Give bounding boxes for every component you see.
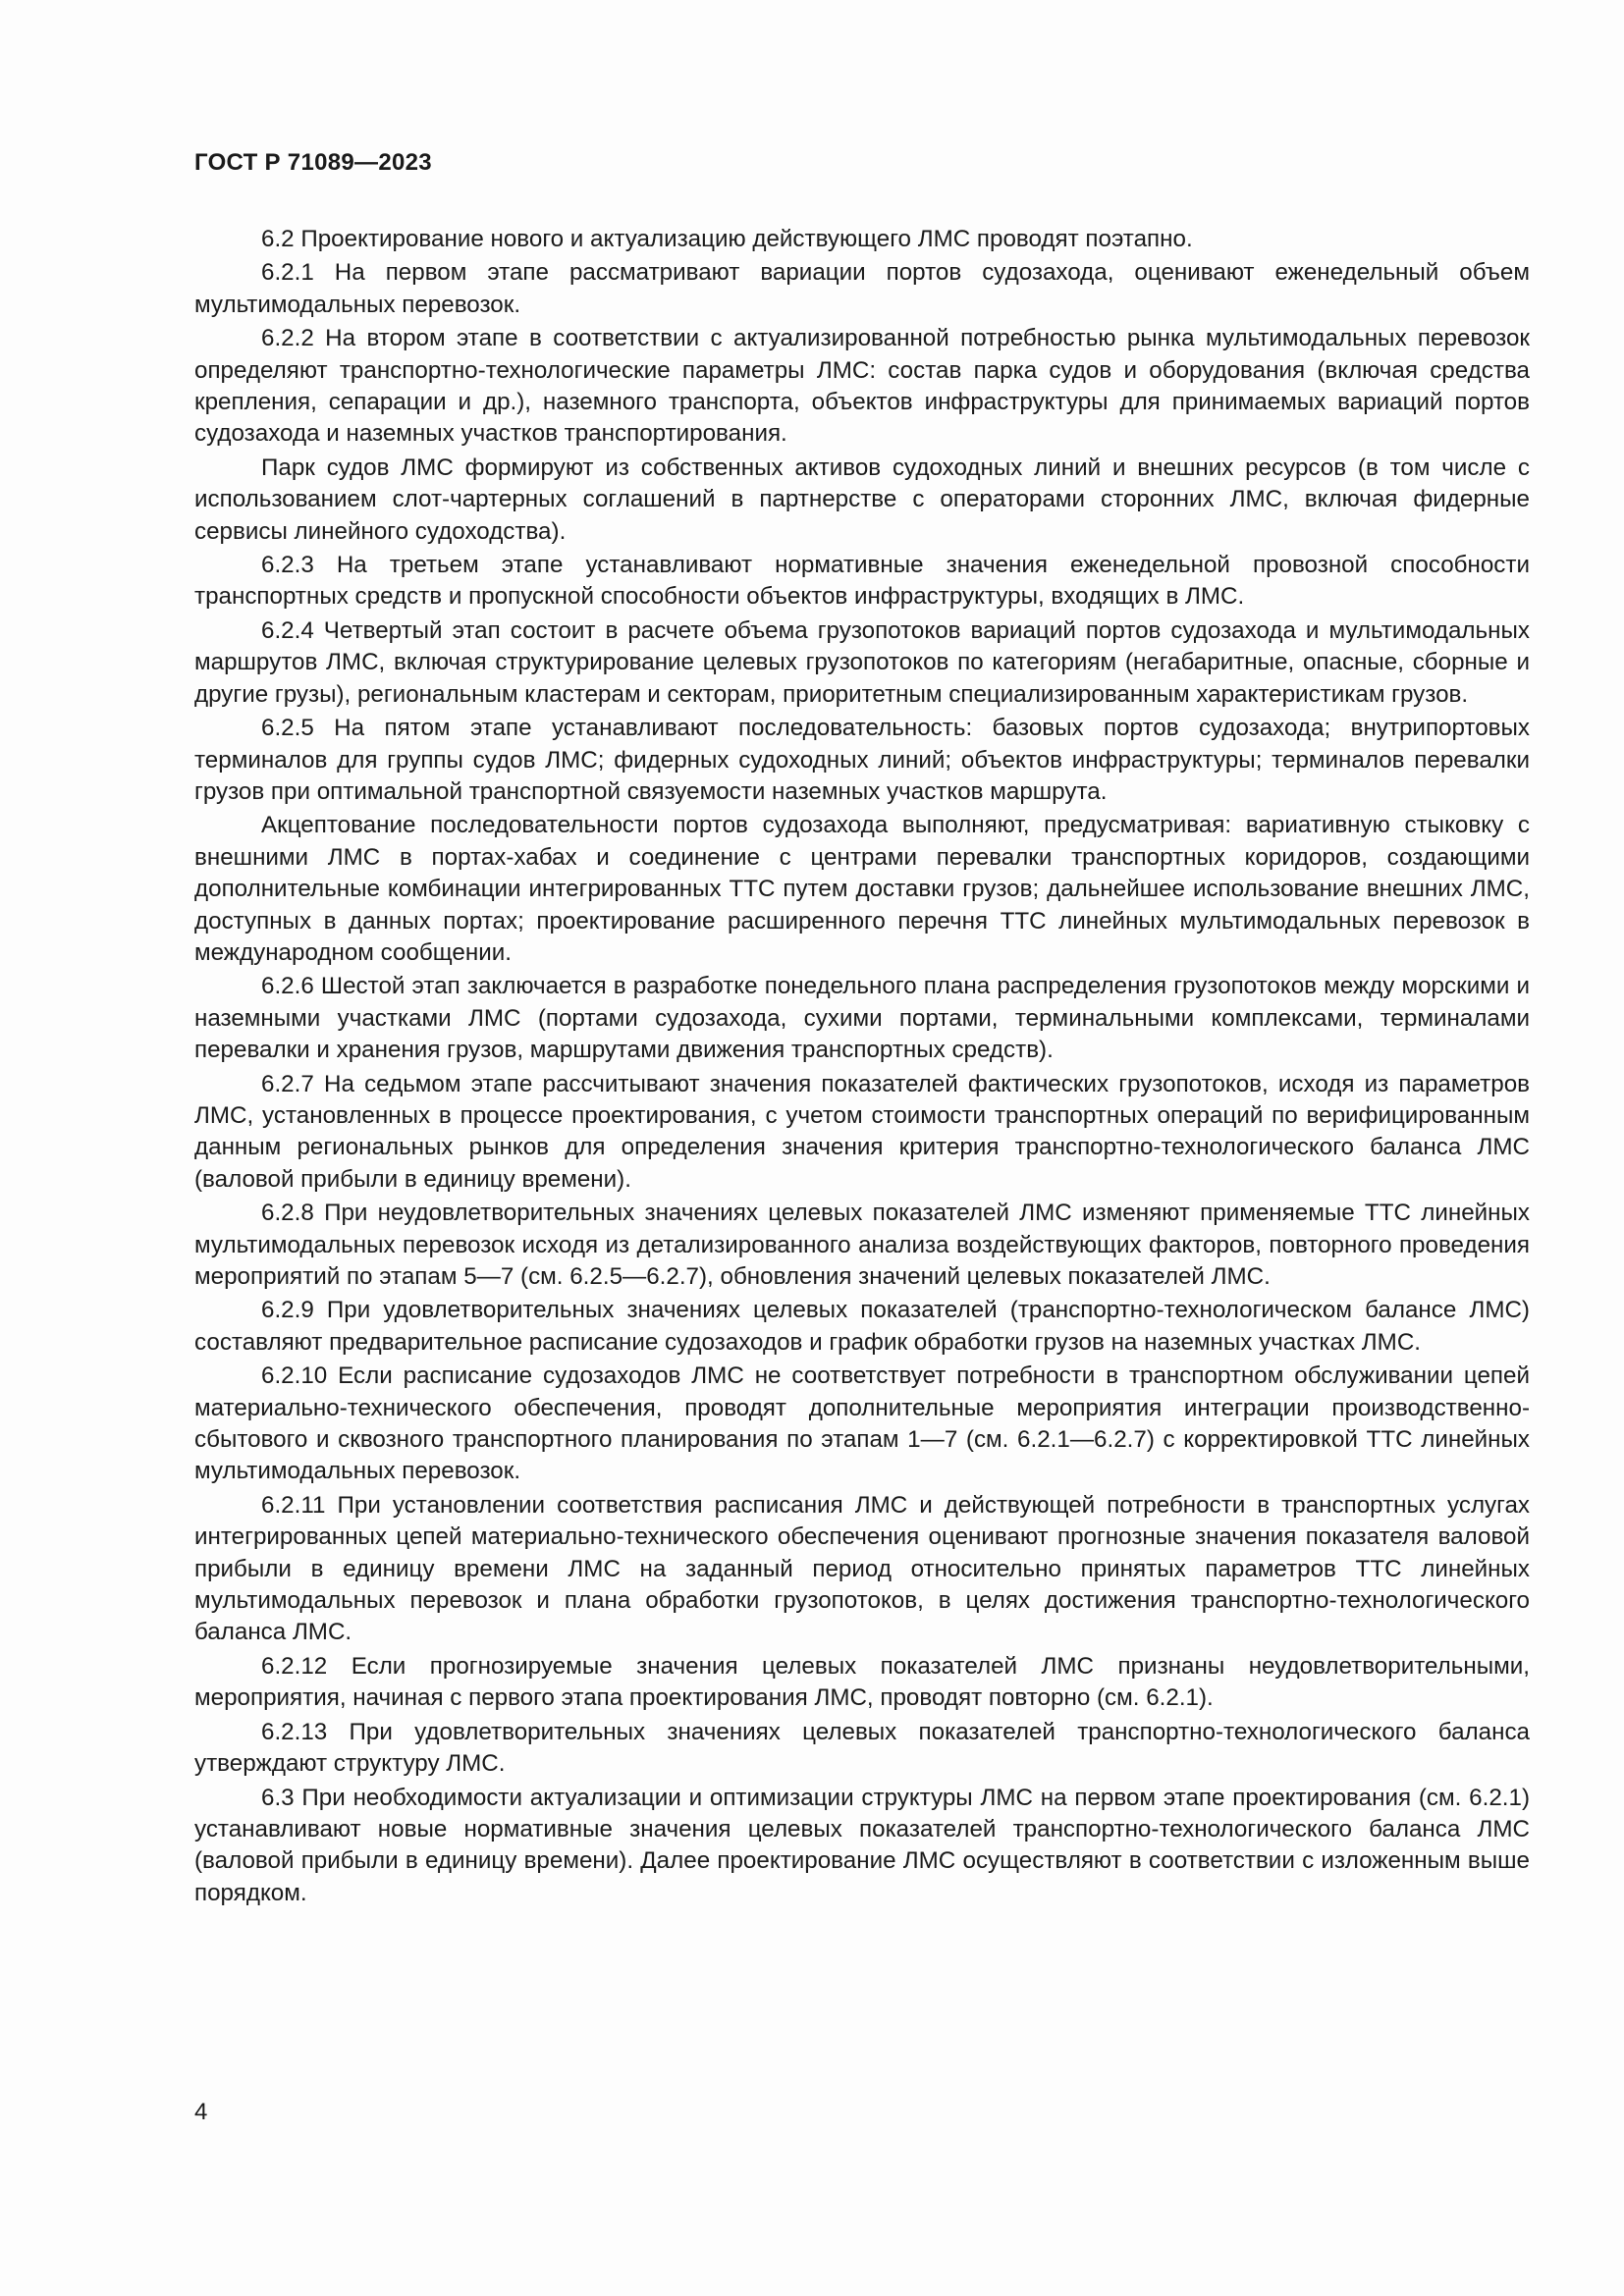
page-number: 4 (194, 2099, 208, 2125)
paragraph-fleet: Парк судов ЛМС формируют из собственных активов судоходных линий и внешних ресурсов (в том числе с использованием слот-чартерных соглашений в партнерстве с операторами сторонних ЛМС, включая фидерные сервисы линейного судоходства). (194, 454, 1530, 545)
paragraph-6-2-5: 6.2.5 На пятом этапе устанавливают последовательность: базовых портов судозахода; внутрипортовых терминалов для группы судов ЛМС; фидерных судоходных линий; объектов инфраструктуры; терминалов перевалки грузов при оптимальной транспортной связуемости наземных участков маршрута. (194, 715, 1530, 805)
paragraph-6-2-2: 6.2.2 На втором этапе в соответствии с актуализированной потребностью рынка мультимодальных перевозок определяют транспортно-технологические параметры ЛМС: состав парка судов и оборудования (включая средства крепления, сепарации и др.), наземного транспорта, объектов инфраструктуры для принимаемых вариаций портов судозахода и наземных участков транспортирования. (194, 325, 1530, 448)
paragraph-6-2-12: 6.2.12 Если прогнозируемые значения целевых показателей ЛМС признаны неудовлетворительными, мероприятия, начиная с первого этапа проектирования ЛМС, проводят повторно (см. 6.2.1). (194, 1652, 1530, 1712)
paragraph-6-2-8: 6.2.8 При неудовлетворительных значениях целевых показателей ЛМС изменяют применяемые ТТС линейных мультимодальных перевозок исходя из детализированного анализа воздействующих факторов, повторного проведения мероприятий по этапам 5—7 (см. 6.2.5—6.2.7), обновления значений целевых показателей ЛМС. (194, 1200, 1530, 1290)
paragraph-6-2-3: 6.2.3 На третьем этапе устанавливают нормативные значения еженедельной провозной способности транспортных средств и пропускной способности объектов инфраструктуры, входящих в ЛМС. (194, 552, 1530, 611)
document-body (194, 224, 1530, 1911)
paragraph-6-2-4: 6.2.4 Четвертый этап состоит в расчете объема грузопотоков вариаций портов судозахода и мультимодальных маршрутов ЛМС, включая структурирование целевых грузопотоков по категориям (негабаритные, опасные, сборные и другие грузы), региональным кластерам и секторам, приоритетным специализированным характеристикам грузов. (194, 616, 1530, 708)
paragraph-6-2: 6.2 Проектирование нового и актуализацию действующего ЛМС проводят поэтапно. (261, 226, 1193, 252)
paragraph-6-2-13: 6.2.13 При удовлетворительных значениях целевых показателей транспортно-технологического баланса утверждают структуру ЛМС. (194, 1718, 1530, 1778)
document-header: ГОСТ Р 71089—2023 (194, 149, 432, 176)
paragraph-6-2-10: 6.2.10 Если расписание судозаходов ЛМС не соответствует потребности в транспортном обслуживании цепей материально-технического обеспечения, проводят дополнительные мероприятия интеграции производственно-сбытового и сквозного транспортного планирования по этапам 1—7 (см. 6.2.1—6.2.7) с корректировкой ТТС линейных мультимодальных перевозок. (194, 1362, 1530, 1485)
paragraph-6-2-11: 6.2.11 При установлении соответствия расписания ЛМС и действующей потребности в транспортных услугах интегрированных цепей материально-технического обеспечения оценивают прогнозные значения показателя валовой прибыли в единицу времени ЛМС на заданный период относительно принятых параметров ТТС линейных мультимодальных перевозок и плана обработки грузопотоков, в целях достижения транспортно-технологического баланса ЛМС. (194, 1491, 1530, 1646)
paragraph-acceptance: Акцептование последовательности портов судозахода выполняют, предусматривая: вариативную стыковку с внешними ЛМС в портах-хабах и соединение с центрами перевалки транспортных коридоров, создающими дополнительные комбинации интегрированных ТТС путем доставки грузов; дальнейшее использование внешних ЛМС, доступных в данных портах; проектирование расширенного перечня ТТС линейных мультимодальных перевозок в международном сообщении. (194, 812, 1530, 966)
paragraph-6-2-7: 6.2.7 На седьмом этапе рассчитывают значения показателей фактических грузопотоков, исходя из параметров ЛМС, установленных в процессе проектирования, с учетом стоимости транспортных операций по верифицированным данным региональных рынков для определения значения критерия транспортно-технологического баланса ЛМС (валовой прибыли в единицу времени). (194, 1070, 1530, 1193)
paragraph-6-2-6: 6.2.6 Шестой этап заключается в разработке понедельного плана распределения грузопотоков между морскими и наземными участками ЛМС (портами судозахода, сухими портами, терминальными комплексами, терминалами перевалки и хранения грузов, маршрутами движения транспортных средств). (194, 973, 1530, 1064)
paragraph-6-2-1: 6.2.1 На первом этапе рассматривают вариации портов судозахода, оценивают еженедельный объем мультимодальных перевозок. (194, 259, 1530, 318)
paragraph-6-3: 6.3 При необходимости актуализации и оптимизации структуры ЛМС на первом этапе проектирования (см. 6.2.1) устанавливают новые нормативные значения целевых показателей транспортно-технологического баланса ЛМС (валовой прибыли в единицу времени). Далее проектирование ЛМС осуществляют в соответствии с изложенным выше порядком. (194, 1784, 1530, 1906)
paragraph-6-2-9: 6.2.9 При удовлетворительных значениях целевых показателей (транспортно-технологическом балансе ЛМС) составляют предварительное расписание судозаходов и график обработки грузов на наземных участках ЛМС. (194, 1297, 1530, 1356)
